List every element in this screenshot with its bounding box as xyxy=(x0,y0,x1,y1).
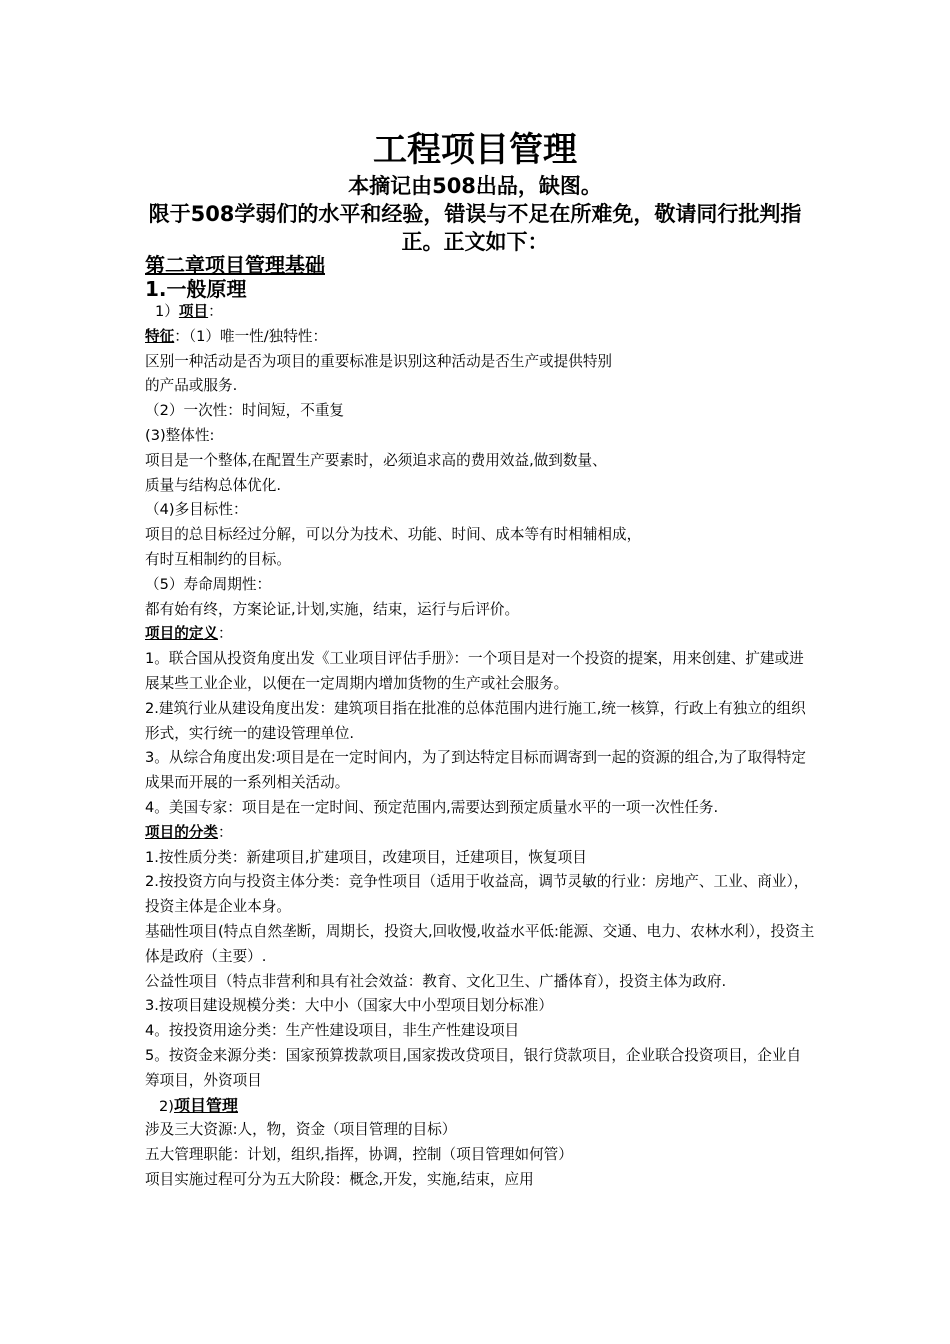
definition-item: 4。美国专家：项目是在一定时间、预定范围内,需要达到预定质量水平的一项一次性任务. xyxy=(145,798,719,816)
classification-item: 公益性项目（特点非营利和具有社会效益：教育、文化卫生、广播体育），投资主体为政府. xyxy=(145,972,727,990)
paragraph: 都有始有终，方案论证,计划,实施，结束，运行与后评价。 xyxy=(145,600,520,618)
definition-item: 1。联合国从投资角度出发《工业项目评估手册》：一个项目是对一个投资的提案，用来创建、扩建或进展某些工业企业，以便在一定周期内增加货物的生产或社会服务。 xyxy=(145,650,804,692)
item-2-heading: 2)项目管理 xyxy=(159,1095,238,1115)
paragraph: 涉及三大资源:人，物，资金（项目管理的目标） xyxy=(145,1121,457,1139)
definition-item: 3。从综合角度出发:项目是在一定时间内，为了到达特定目标而调寄到一起的资源的组合,为了取得特定成果而开展的一系列相关活动。 xyxy=(145,749,806,792)
paragraph: 项目是一个整体,在配置生产要素时，必须追求高的费用效益,做到数量、 xyxy=(145,451,607,469)
paragraph: 五大管理职能：计划，组织,指挥，协调，控制（项目管理如何管） xyxy=(145,1146,573,1164)
paragraph: 的产品或服务. xyxy=(145,377,238,395)
subtitle-line-1: 本摘记由508出品，缺图。 xyxy=(348,174,602,198)
paragraph: （5）寿命周期性： xyxy=(145,575,272,593)
paragraph: 项目的总目标经过分解，可以分为技术、功能、时间、成本等有时相辅相成， xyxy=(145,526,642,544)
definition-label: 项目的定义 xyxy=(145,625,218,643)
definition-heading: 项目的定义： xyxy=(145,625,233,643)
feature-label: 特征 xyxy=(145,327,175,345)
document-body xyxy=(145,300,815,1193)
section-heading: 1.一般原理 xyxy=(145,277,247,301)
chapter-heading: 第二章项目管理基础 xyxy=(145,253,325,277)
paragraph: 有时互相制约的目标。 xyxy=(145,550,291,568)
classification-item: 3.按项目建设规模分类：大中小（国家大中小型项目划分标准） xyxy=(145,997,553,1015)
paragraph: (3)整体性: xyxy=(145,426,215,444)
feature-line: 特征：（1）唯一性/独特性： xyxy=(145,327,328,345)
classification-item: 1.按性质分类：新建项目,扩建项目，改建项目，迁建项目，恢复项目 xyxy=(145,848,587,866)
paragraph: （4)多目标性： xyxy=(145,501,248,519)
classification-label: 项目的分类 xyxy=(145,823,218,841)
item-2-label: 项目管理 xyxy=(173,1095,238,1115)
classification-item: 4。按投资用途分类：生产性建设项目，非生产性建设项目 xyxy=(145,1022,520,1040)
document-title: 工程项目管理 xyxy=(373,130,577,170)
classification-item: 基础性项目(特点自然垄断，周期长，投资大,回收慢,收益水平低:能源、交通、电力、农林水利），投资主体是政府（主要）. xyxy=(145,922,815,965)
definition-item: 2.建筑行业从建设角度出发：建筑项目指在批准的总体范围内进行施工,统一核算，行政上有独立的组织形式，实行统一的建设管理单位. xyxy=(145,699,806,742)
paragraph: 项目实施过程可分为五大阶段：概念,开发，实施,结束，应用 xyxy=(145,1170,534,1188)
classification-item: 5。按资金来源分类：国家预算拨款项目,国家拨改贷项目，银行贷款项目，企业联合投资项目，企业自筹项目，外资项目 xyxy=(145,1046,802,1089)
paragraph: 区别一种活动是否为项目的重要标准是识别这种活动是否生产或提供特别 xyxy=(145,352,613,370)
classification-heading: 项目的分类： xyxy=(145,823,233,841)
item-1-heading: 1）项目： xyxy=(155,303,223,320)
document-subtitle xyxy=(140,172,810,256)
item-1-label: 项目 xyxy=(178,303,209,320)
paragraph: （2）一次性：时间短，不重复 xyxy=(145,402,345,420)
classification-item: 2.按投资方向与投资主体分类：竞争性项目（适用于收益高，调节灵敏的行业：房地产、工业、商业），投资主体是企业本身。 xyxy=(145,873,809,916)
paragraph: 质量与结构总体优化. xyxy=(145,476,281,494)
subtitle-line-2: 限于508学弱们的水平和经验，错误与不足在所难免，敬请同行批判指正。正文如下： xyxy=(148,202,802,254)
